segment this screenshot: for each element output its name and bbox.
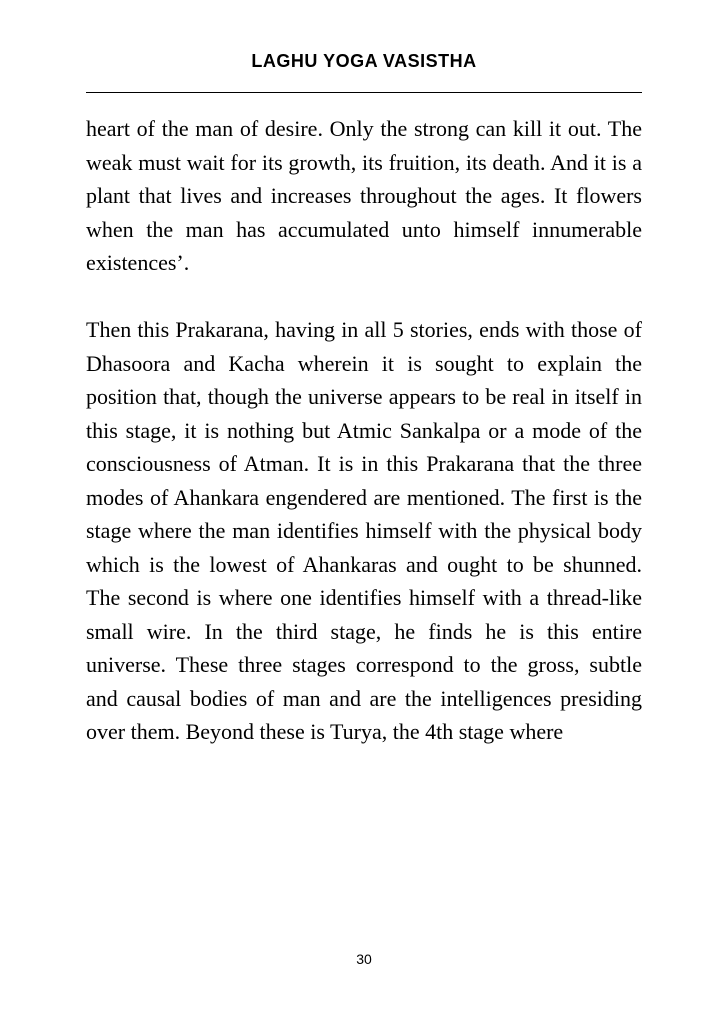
header-divider [86, 92, 642, 93]
paragraph-spacer [86, 280, 642, 314]
running-header-title: LAGHU YOGA VASISTHA [251, 51, 477, 71]
page-body [86, 112, 642, 749]
paragraph-prakarana: Then this Prakarana, having in all 5 stories, ends with those of Dhasoora and Kacha wherein it is sought to explain the position that, though the universe appears to be real in itself in this stage, it is nothing but Atmic Sankalpa or a mode of the consciousness of Atman. It is in this Prakarana that the three modes of Ahankara engendered are mentioned. The first is the stage where the man identifies himself with the physical body which is the lowest of Ahankaras and ought to be shunned. The second is where one identifies himself with a thread-like small wire. In the third stage, he finds he is this entire universe. These three stages correspond to the gross, subtle and causal bodies of man and are the intelligences presiding over them. Beyond these is Turya, the 4th stage where [86, 317, 642, 744]
page-number: 30 [356, 951, 372, 967]
paragraph-continuation: heart of the man of desire. Only the strong can kill it out. The weak must wait for its growth, its fruition, its death. And it is a plant that lives and increases throughout the ages. It flowers when the man has accumulated unto himself innumerable existences’. [86, 116, 642, 275]
